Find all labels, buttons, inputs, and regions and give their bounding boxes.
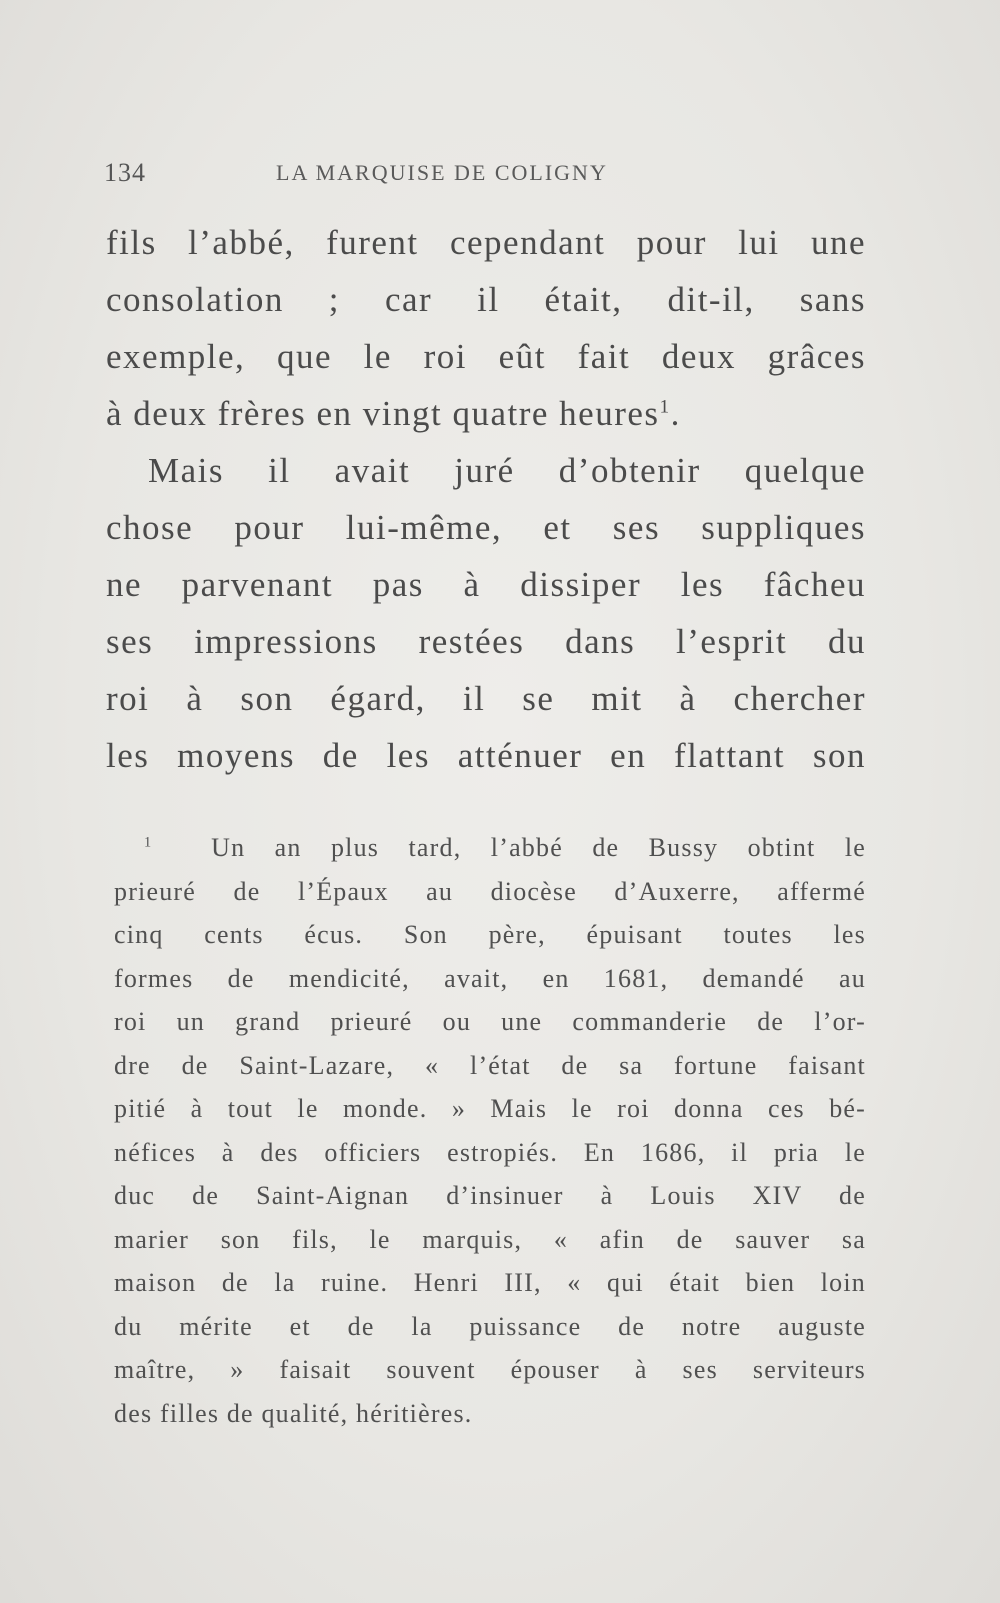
text-line: roi à son égard, il se mit à chercher	[106, 679, 866, 718]
text-line: exemple, que le roi eût fait deux grâces	[106, 337, 866, 376]
footnote-line: néfices à des officiers estropiés. En 1686, il pria le	[114, 1137, 866, 1167]
main-text	[106, 214, 866, 784]
footnote-marker: 1	[144, 834, 153, 851]
footnote-line: dre de Saint-Lazare, « l’état de sa fortune faisant	[114, 1050, 866, 1080]
footnote-reference-period: .	[670, 394, 681, 433]
text-line: les moyens de les atténuer en flattant son	[106, 736, 866, 775]
footnote-line: roi un grand prieuré ou une commanderie de l’or-	[114, 1007, 866, 1036]
text-line: fils l’abbé, furent cependant pour lui une	[106, 223, 866, 262]
page-number: 134	[104, 158, 146, 187]
footnote-line: marier son fils, le marquis, « afin de sauver sa	[114, 1224, 866, 1254]
footnote-line: des filles de qualité, héritières.	[114, 1398, 473, 1428]
text-line	[106, 385, 866, 442]
page-header	[104, 158, 864, 194]
footnote-line: maître, » faisait souvent épouser à ses serviteurs	[114, 1355, 866, 1384]
footnote-line-content: Un an plus tard, l’abbé de Bussy obtint le	[211, 833, 866, 862]
footnote-line: duc de Saint-Aignan d’insinuer à Louis XIV de	[114, 1181, 866, 1210]
running-title: LA MARQUISE DE COLIGNY	[276, 160, 608, 185]
text-line: ne parvenant pas à dissiper les fâcheu	[106, 565, 866, 604]
text-line-content: à deux frères en vingt quatre heures	[106, 394, 660, 433]
text-line: chose pour lui-même, et ses suppliques	[106, 508, 866, 547]
footnote-line: maison de la ruine. Henri III, « qui était bien loin	[114, 1268, 866, 1297]
footnote-line: prieuré de l’Épaux au diocèse d’Auxerre, affermé	[114, 876, 866, 906]
footnote-line	[114, 826, 866, 870]
footnote-line: pitié à tout le monde. » Mais le roi donna ces bé-	[114, 1094, 866, 1123]
footnotes	[114, 826, 866, 1435]
text-line: ses impressions restées dans l’esprit du	[106, 622, 866, 661]
footnote-line: formes de mendicité, avait, en 1681, demandé au	[114, 963, 866, 993]
footnote-reference: 1	[659, 396, 671, 418]
text-line: Mais il avait juré d’obtenir quelque	[148, 451, 866, 490]
text-line: consolation ; car il était, dit-il, sans	[106, 280, 866, 319]
footnote-line: cinq cents écus. Son père, épuisant toutes les	[114, 920, 866, 949]
footnote-line: du mérite et de la puissance de notre auguste	[114, 1311, 866, 1341]
